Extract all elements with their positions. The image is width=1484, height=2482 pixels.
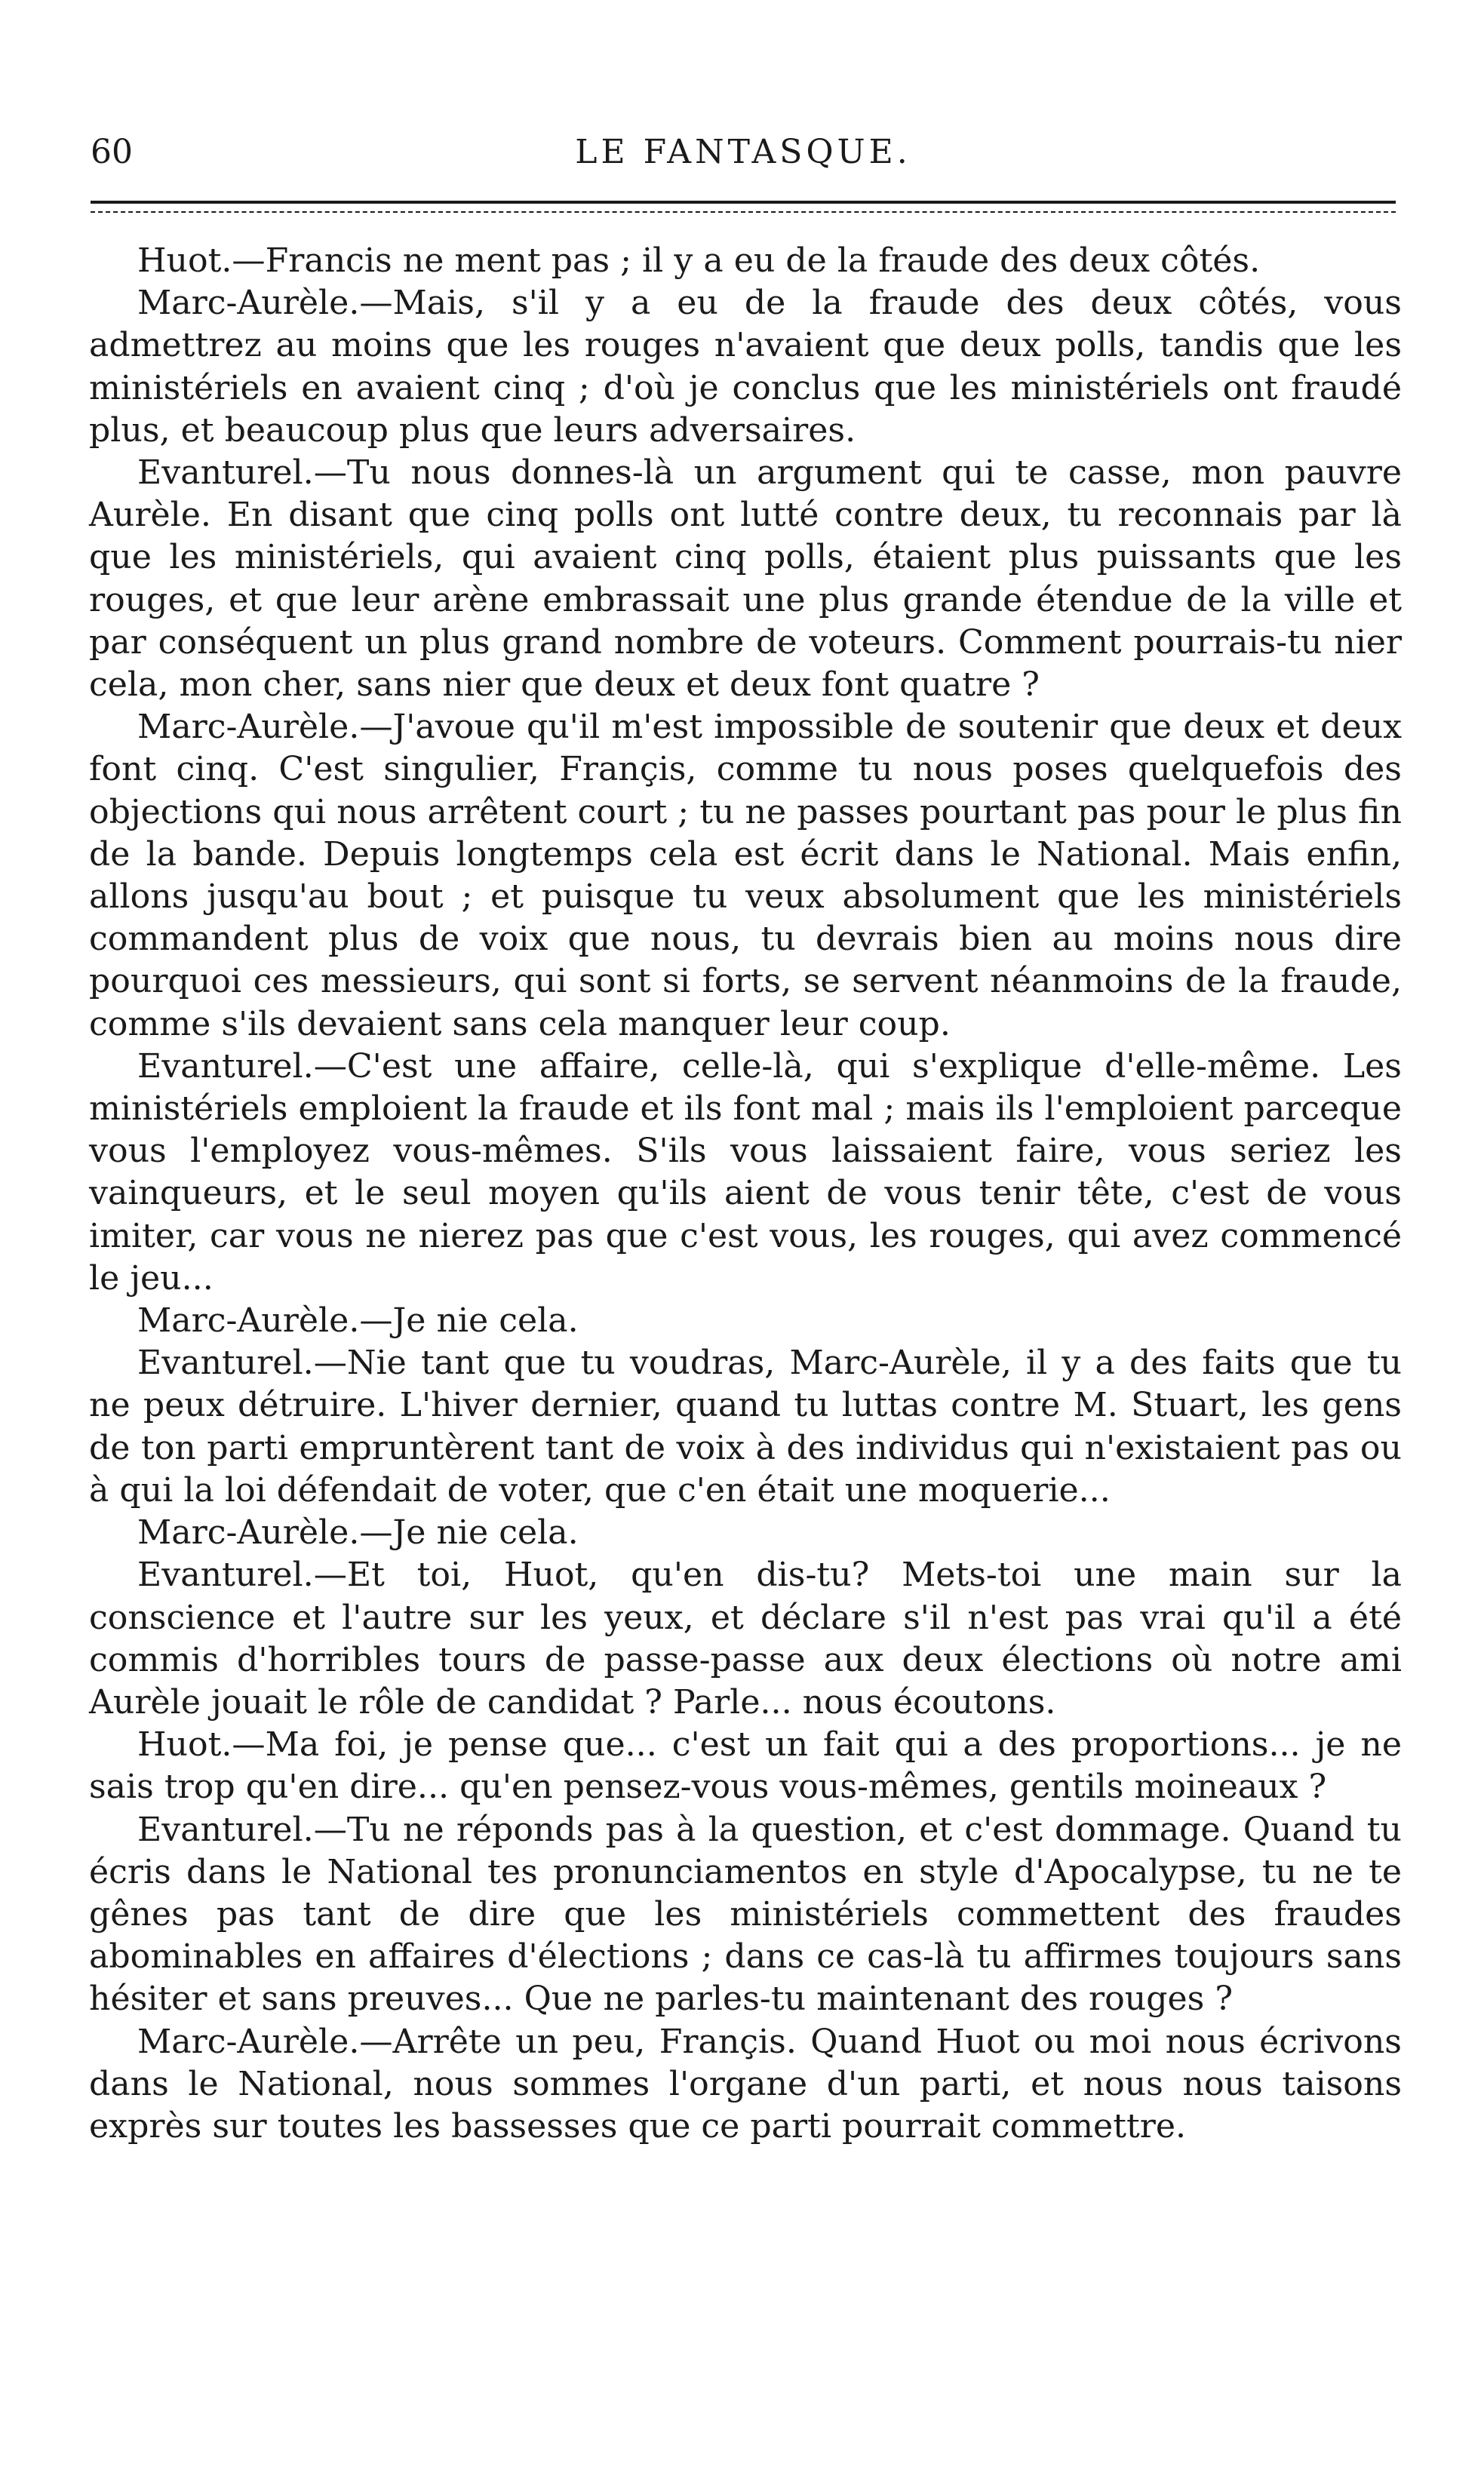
dialogue-paragraph: Huot.—Ma foi, je pense que... c'est un fait qui a des proportions... je ne sais trop qu'en dire... qu'en pensez-vous vous-mêmes, gentils moineaux ? [89,1725,1402,1807]
header-rule-dashed [91,211,1396,213]
dialogue-paragraph: Marc-Aurèle.—J'avoue qu'il m'est impossible de soutenir que deux et deux font cinq. C'est singulier, Françis, comme tu nous poses quelquefois des objections qui nous arrêtent court ; tu ne passes pourtant pas pour le plus fin de la bande. Depuis longtemps cela est écrit dans le National. Mais enfin, allons jusqu'au bout ; et puisque tu veux absolument que les ministériels commandent plus de voix que nous, tu devrais bien au moins nous dire pourquoi ces messieurs, qui sont si forts, se servent néanmoins de la fraude, comme s'ils devaient sans cela manquer leur coup. [89,708,1402,1043]
page-header [91,130,1396,175]
dialogue-paragraph: Marc-Aurèle.—Je nie cela. [137,1301,579,1341]
header-rule [91,201,1396,204]
dialogue-paragraph: Evanturel.—Tu nous donnes-là un argument qui te casse, mon pauvre Aurèle. En disant que cinq polls ont lutté contre deux, tu reconnais par là que les ministériels, qui avaient cinq polls, étaient plus puissants que les rouges, et que leur arène embrassait une plus grande étendue de la ville et par conséquent un plus grand nombre de voteurs. Comment pourrais-tu nier cela, mon cher, sans nier que deux et deux font quatre ? [89,453,1402,705]
dialogue-paragraph: Marc-Aurèle.—Arrête un peu, Françis. Quand Huot ou moi nous écrivons dans le National, nous sommes l'organe d'un parti, et nous nous taisons exprès sur toutes les bassesses que ce parti pourrait commettre. [89,2022,1402,2146]
dialogue-paragraph: Evanturel.—Et toi, Huot, qu'en dis-tu? Mets-toi une main sur la conscience et l'autre sur les yeux, et déclare s'il n'est pas vrai qu'il a été commis d'horribles tours de passe-passe aux deux élections où notre ami Aurèle jouait le rôle de candidat ? Parle... nous écoutons. [89,1556,1402,1722]
dialogue-paragraph: Huot.—Francis ne ment pas ; il y a eu de la fraude des deux côtés. [137,241,1261,280]
dialogue-paragraph: Evanturel.—Nie tant que tu voudras, Marc-Aurèle, il y a des faits que tu ne peux détruire. L'hiver dernier, quand tu luttas contre M. Stuart, les gens de ton parti empruntèrent tant de voix à des individus qui n'existaient pas ou à qui la loi défendait de voter, que c'en était une moquerie... [89,1344,1402,1510]
dialogue-paragraph: Evanturel.—Tu ne réponds pas à la question, et c'est dommage. Quand tu écris dans le National tes pronunciamentos en style d'Apocalypse, tu ne te gênes pas tant de dire que les ministériels commettent des fraudes abominables en affaires d'élections ; dans ce cas-là tu affirmes toujours sans hésiter et sans preuves... Que ne parles-tu maintenant des rouges ? [89,1810,1402,2019]
dialogue-paragraph: Marc-Aurèle.—Je nie cela. [137,1513,579,1553]
dialogue-paragraph: Marc-Aurèle.—Mais, s'il y a eu de la fraude des deux côtés, vous admettrez au moins que les rouges n'avaient que deux polls, tandis que les ministériels en avaient cinq ; d'où je conclus que les ministériels ont fraudé plus, et beaucoup plus que leurs adversaires. [89,284,1402,450]
body-text [89,240,1402,2148]
dialogue-paragraph: Evanturel.—C'est une affaire, celle-là, qui s'explique d'elle-même. Les ministériels emploient la fraude et ils font mal ; mais ils l'emploient parceque vous l'employez vous-mêmes. S'ils vous laissaient faire, vous seriez les vainqueurs, et le seul moyen qu'ils aient de vous tenir tête, c'est de vous imiter, car vous ne nierez pas que c'est vous, les rouges, qui avez commencé le jeu... [89,1046,1402,1298]
running-title: LE FANTASQUE. [575,133,911,171]
page-number: 60 [91,133,133,171]
